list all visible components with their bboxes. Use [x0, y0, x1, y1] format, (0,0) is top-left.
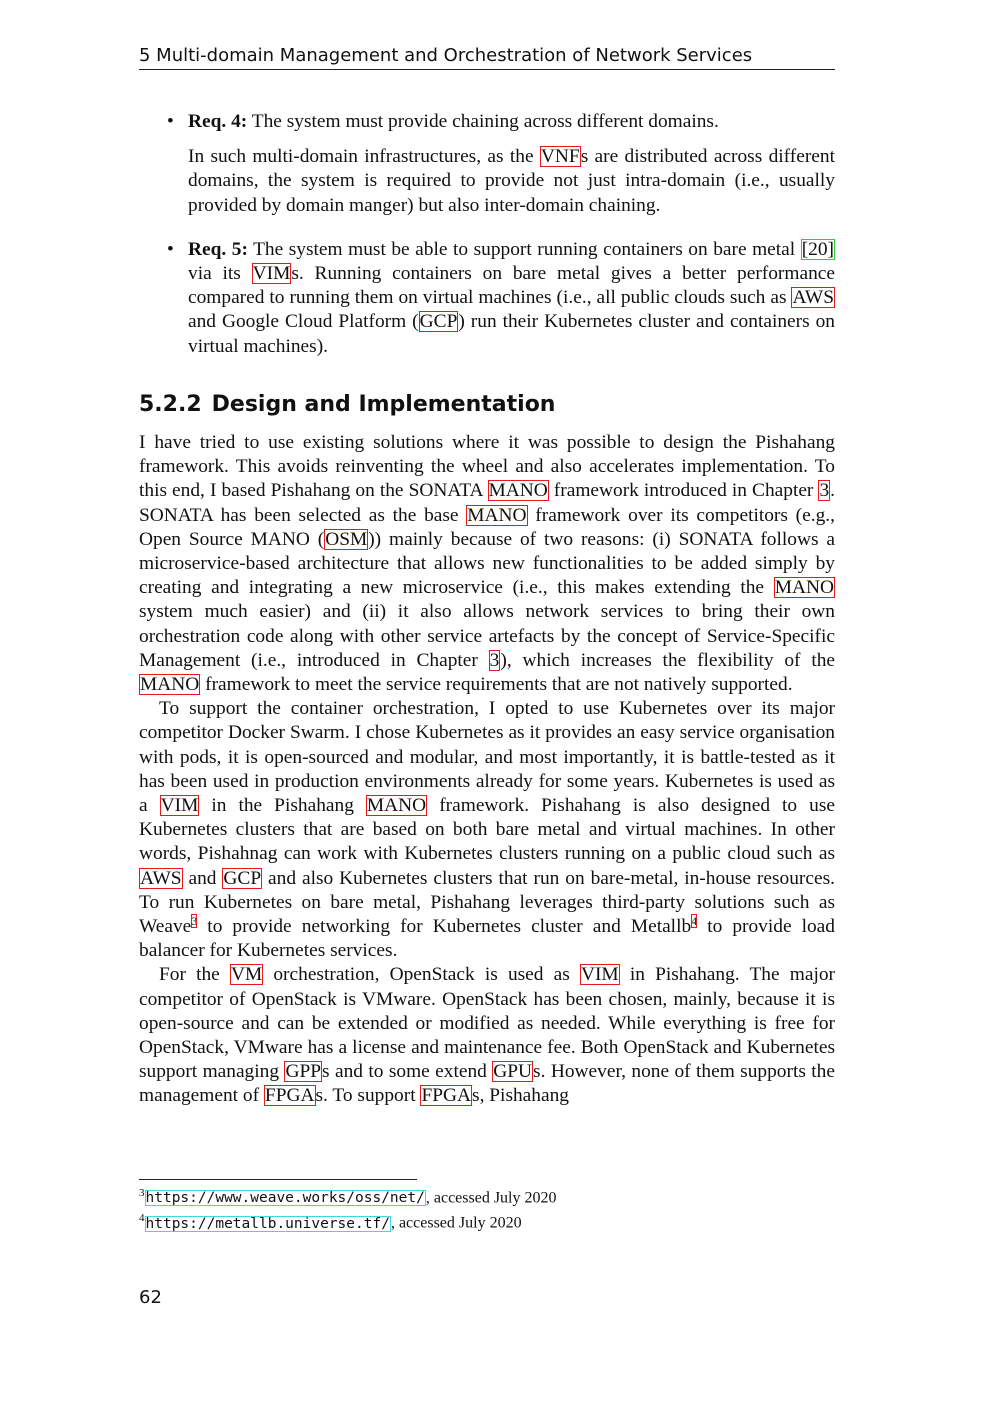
- text-run: via its: [188, 263, 252, 285]
- acronym-link[interactable]: VIM: [580, 964, 619, 986]
- acronym-link[interactable]: FPGA: [421, 1085, 472, 1107]
- text-run: framework over its competitors (e.g., Open Source MANO (: [139, 504, 835, 550]
- footnote-3-link[interactable]: https://www.weave.works/oss/net/: [145, 1190, 425, 1207]
- text-run: In such multi-domain infrastructures, as the: [188, 146, 540, 168]
- acronym-link[interactable]: AWS: [792, 287, 834, 309]
- footnote-4-link[interactable]: https://metallb.universe.tf/: [145, 1215, 390, 1232]
- acronym-link[interactable]: VM: [230, 964, 263, 986]
- text-run: to provide networking for Kubernetes cluster and Metallb: [197, 916, 692, 938]
- footnote-3-mark: 3: [139, 1187, 145, 1199]
- paragraph-3: [139, 963, 835, 1108]
- requirement-4-label: Req. 4:: [188, 111, 248, 132]
- requirement-5-text: [188, 239, 835, 357]
- text-run: s are distributed across different domains, the system is required to provide not just intra-domain (i.e., usually provided by domain manger) but also inter-domain chaining.: [188, 146, 835, 216]
- text-run: framework to meet the service requirements that are not natively supported.: [200, 674, 793, 696]
- text-run: in the Pishahang: [199, 795, 366, 817]
- footnote-rule: [139, 1179, 417, 1180]
- acronym-link[interactable]: 3: [489, 649, 500, 671]
- acronym-link[interactable]: MANO: [366, 795, 427, 817]
- text-run: ) run their Kubernetes cluster and containers on virtual machines).: [188, 311, 835, 357]
- acronym-link[interactable]: GCP: [419, 311, 458, 333]
- bullet-dot-icon: •: [167, 238, 174, 260]
- requirement-5-statement: [188, 238, 835, 359]
- text-run: The system must be able to support running containers on bare metal: [247, 238, 801, 260]
- footnote-4-note: , accessed July 2020: [390, 1214, 522, 1232]
- section-5-2-2: [139, 392, 835, 1109]
- acronym-link[interactable]: FPGA: [264, 1085, 315, 1107]
- requirement-5-label: Req. 5:: [188, 238, 248, 260]
- requirement-4: [139, 110, 835, 218]
- footnote-3-note: , accessed July 2020: [425, 1189, 557, 1207]
- footnote-ref-link[interactable]: 4: [691, 913, 698, 928]
- acronym-link[interactable]: GPP: [285, 1061, 322, 1083]
- requirement-5: [139, 238, 835, 359]
- acronym-link[interactable]: OSM: [325, 528, 368, 550]
- text-run: to provide load balancer for Kubernetes services.: [139, 916, 835, 962]
- footnotes: [139, 1179, 835, 1234]
- text-run: )) mainly because of two reasons: (i) SONATA follows a microservice-based architecture that allows new functionalities to be added simply by creating and integrating a new microservice (i.e., this makes extending the: [139, 528, 835, 599]
- acronym-link[interactable]: VIM: [252, 263, 291, 285]
- section-title: Design and Implementation: [211, 392, 556, 417]
- citation-link[interactable]: [20]: [801, 238, 834, 260]
- page-number: 62: [139, 1287, 162, 1308]
- acronym-link[interactable]: MANO: [488, 480, 548, 502]
- text-run: s, Pishahang: [472, 1085, 569, 1107]
- text-run: For the: [159, 964, 230, 986]
- acronym-link[interactable]: GCP: [223, 867, 262, 889]
- footnote-4-mark: 4: [139, 1212, 145, 1225]
- text-run: framework introduced in Chapter: [548, 480, 819, 502]
- text-run: ), which increases the flexibility of the: [500, 649, 836, 671]
- requirement-4-statement: [188, 110, 835, 134]
- requirement-4-text: The system must provide chaining across different domains.: [247, 111, 719, 132]
- acronym-link[interactable]: MANO: [140, 674, 200, 696]
- text-run: in Pishahang. The major competitor of OpenStack is VMware. OpenStack has been chosen, mainly, because it is open-source and can be extended or modified as needed. While everything is free for OpenStack, VMware has a license and maintenance fee. Both OpenStack and Kubernetes support managing: [139, 964, 835, 1083]
- section-heading: [139, 392, 835, 417]
- footnote-4: [139, 1208, 835, 1233]
- running-header: 5 Multi-domain Management and Orchestration of Network Services: [139, 45, 835, 70]
- text-run: orchestration, OpenStack is used as: [263, 964, 580, 986]
- bullet-dot-icon: •: [167, 111, 174, 132]
- acronym-link[interactable]: VNF: [540, 146, 580, 168]
- text-run: system much easier) and (ii) it also allows network services to bring their own orchestration code along with other service artefacts by the concept of Service-Specific Management (i.e., introduced in Chapter: [139, 601, 835, 671]
- acronym-link[interactable]: 3: [819, 480, 830, 502]
- text-run: and also Kubernetes clusters that run on bare-metal, in-house resources. To run Kubernetes on bare metal, Pishahang leverages third-party solutions such as Weave: [139, 867, 835, 938]
- text-run: I have tried to use existing solutions where it was possible to design the Pishahang framework. This avoids reinventing the wheel and also accelerates implementation. To this end, I based Pishahang on the SONATA: [139, 432, 835, 502]
- requirements-list: [139, 110, 835, 379]
- text-run: s. Running containers on bare metal gives a better performance compared to running them on virtual machines (i.e., all public clouds such as: [188, 263, 835, 309]
- text-run: and: [182, 867, 223, 889]
- footnote-3: [139, 1183, 835, 1208]
- text-run: s. To support: [315, 1085, 421, 1107]
- acronym-link[interactable]: VIM: [160, 795, 199, 817]
- acronym-link[interactable]: MANO: [774, 577, 834, 599]
- paragraph-2: [139, 697, 835, 963]
- acronym-link[interactable]: AWS: [140, 867, 182, 889]
- footnote-ref-link[interactable]: 3: [191, 913, 198, 928]
- text-run: and Google Cloud Platform (: [188, 311, 419, 333]
- text-run: s and to some extend: [322, 1061, 493, 1083]
- text-run: framework. Pishahang is also designed to use Kubernetes clusters that are based on both bare metal and virtual machines. In other words, Pishahnag can work with Kubernetes clusters running on a public cloud such as: [139, 795, 835, 865]
- text-run: . SONATA has been selected as the base: [139, 480, 835, 526]
- text-run: To support the container orchestration, I opted to use Kubernetes over its major competitor Docker Swarm. I chose Kubernetes as it provides an easy service organisation with pods, it is open-sourced and modular, and most importantly, it is battle-tested as it has been used in production environments already for some years. Kubernetes is used as a: [139, 698, 835, 817]
- acronym-link[interactable]: GPU: [493, 1061, 533, 1083]
- section-number: 5.2.2: [139, 392, 202, 417]
- acronym-link[interactable]: MANO: [467, 504, 527, 526]
- paragraph-1: [139, 431, 835, 697]
- text-run: s. However, none of them supports the management of: [139, 1061, 835, 1107]
- requirement-4-detail: [188, 145, 835, 218]
